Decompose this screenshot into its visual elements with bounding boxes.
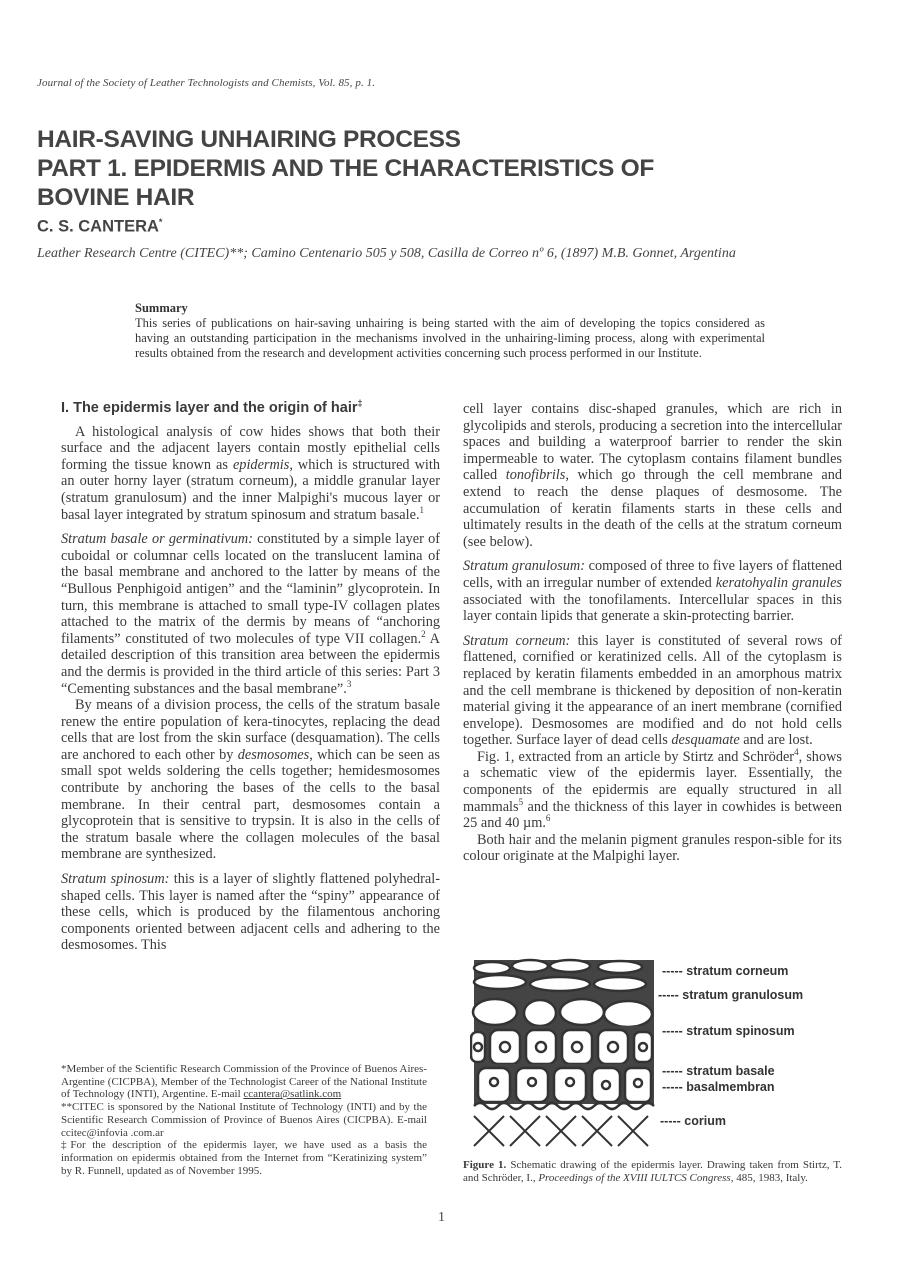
label-corium: ----- corium [660, 1114, 726, 1128]
footnotes [61, 1063, 427, 1177]
footnote-2: **CITEC is sponsored by the National Institute of Technology (INTI) and by the Scientific Research Commission of Province of Buenos Aires (CICPBA). E-mail ccitec@infovia .com.ar [61, 1101, 427, 1139]
footnote-1: *Member of the Scientific Research Commission of the Province of Buenos Aires- Argentine (CICPBA), Member of the Technologist Career of the National Institute of Technology (INTI), Argentine. E-mail ccantera@satlink.com [61, 1063, 427, 1101]
label-stratum-basale: ----- stratum basale [662, 1064, 775, 1078]
label-basalmembran: ----- basalmembran [662, 1080, 775, 1094]
summary-label: Summary [135, 301, 188, 315]
label-stratum-granulosum: ----- stratum granulosum [658, 988, 804, 1002]
author [37, 217, 162, 237]
title-line-2: PART 1. EPIDERMIS AND THE CHARACTERISTICS OF [37, 155, 655, 182]
summary-text: This series of publications on hair-saving unhairing is being started with the aim of developing the topics considered as having an outstanding participation in the mechanisms involved in the unhairing-liming process, along with experimental results obtained from the research and development activities concerning such process performed in our Institute. [135, 316, 765, 360]
author-mark: * [158, 217, 163, 227]
paragraph: Stratum granulosum: composed of three to five layers of flattened cells, with an irregular number of extended keratohyalin granules associated with the tonofilaments. Intercellular spaces in this layer contain lipids that generate a skin-protecting barrier. [463, 558, 842, 625]
paragraph: A histological analysis of cow hides shows that both their surface and the adjacent layers contain mostly epithelial cells forming the tissue known as epidermis, which is structured with an outer horny layer (stratum corneum), a middle granular layer (stratum granulosum) and the inner Malpighi's mucous layer or basal layer integrated by stratum spinosum and stratum basale.$^1$ [61, 423, 440, 523]
paragraph: Fig. 1, extracted from an article by Stirtz and Schröder$^4$, shows a schematic view of the epidermis layer. Essentially, the components of the epidermis are equally structured in all mammals$^5$ and the thickness of this layer in cowhides is between 25 and 40 µm.$^6$ [463, 747, 842, 832]
section-heading: I. The epidermis layer and the origin of hair‡ [61, 398, 363, 416]
label-stratum-corneum: ----- stratum corneum [662, 964, 789, 978]
paragraph: Stratum corneum: this layer is constituted of several rows of flattened, cornified or keratinized cells. All of the cytoplasm is replaced by keratin filaments embedded in an amorphous matrix and the cell membrane is thickened by deposition of non-keratin material giving it the appearance of an inert membrane (cornified envelope). Desmosomes are modified and do not hold cells together. Surface layer of dead cells desquamate and are lost. [463, 632, 842, 749]
journal-header: Journal of the Society of Leather Technologists and Chemists, Vol. 85, p. 1. [37, 77, 376, 89]
summary [135, 301, 765, 361]
page-number: 1 [438, 1210, 445, 1225]
title-line-3: BOVINE HAIR [37, 184, 195, 211]
title-line-1: HAIR-SAVING UNHAIRING PROCESS [37, 126, 461, 153]
left-column [61, 400, 440, 962]
epidermis-diagram [470, 958, 840, 1148]
label-stratum-spinosum: ----- stratum spinosum [662, 1024, 795, 1038]
paragraph: cell layer contains disc-shaped granules, which are rich in glycolipids and sterols, producing a secretion into the intercellular spaces and building a waterproof barrier to render the skin impermeable to water. The cytoplasm contains filament bundles called tonofibrils, which go through the cell membrane and extend to reach the dense plaques of desmosome. The accumulation of keratin filaments starts in these cells and ultimately results in the death of the cells at the stratum corneum (see below). [463, 401, 842, 550]
figure-caption: Figure 1. Schematic drawing of the epidermis layer. Drawing taken from Stirtz, T. and Schröder, I., Proceedings of the XVIII IULTCS Congress, 485, 1983, Italy. [463, 1159, 842, 1184]
paragraph: Stratum spinosum: this is a layer of slightly flattened polyhedral-shaped cells. This layer is named after the “spiny” appearance of these cells, which is produced by the filamentous anchoring components oriented between adjacent cells and adhering to the desmosomes. This [61, 871, 440, 954]
affiliation: Leather Research Centre (CITEC)**; Camino Centenario 505 y 508, Casilla de Correo nº 6, (1897) M.B. Gonnet, Argentina [37, 246, 736, 261]
article-title [37, 125, 654, 212]
author-name: C. S. CANTERA [37, 217, 159, 236]
paragraph: By means of a division process, the cells of the stratum basale renew the entire population of kera-tinocytes, replacing the dead cells that are lost from the skin surface (desquamation). The cells are anchored to each other by desmosomes, which can be seen as small spot welds soldering the cells together; hemidesmosomes contribute by anchoring the bases of the cells to the basal membrane. In their central part, desmosomes contain a glycoprotein that is sensitive to trypsin. It is also in the cells of the stratum basale where the collagen molecules of the basal membrane are synthesized. [61, 697, 440, 863]
paragraph: Stratum basale or germinativum: constituted by a simple layer of cuboidal or columnar cells located on the translucent lamina of the basal membrane and anchored to the latter by means of the “Bullous Penphigoid antigen” and the “laminin” glycoprotein. In turn, this membrane is attached to small type-IV collagen plates attached to the matrix of the dermis by means of “anchoring filaments” constituted of two molecules of type VII collagen.$^2$ A detailed description of this transition area between the epidermis and the dermis is provided in the third article of this series: Part 3 “Cementing substances and the basal membrane”.$^3$ [61, 531, 440, 697]
email-link[interactable]: ccantera@satlink.com [243, 1088, 342, 1101]
paragraph: Both hair and the melanin pigment granules respon-sible for its colour originate at the Malpighi layer. [463, 831, 842, 865]
footnote-3: ‡For the description of the epidermis layer, we have used as a basis the information on epidermis obtained from the Internet from “Keratinizing system” by R. Funnell, updated as of November 1995. [61, 1139, 427, 1177]
right-column [463, 401, 842, 865]
